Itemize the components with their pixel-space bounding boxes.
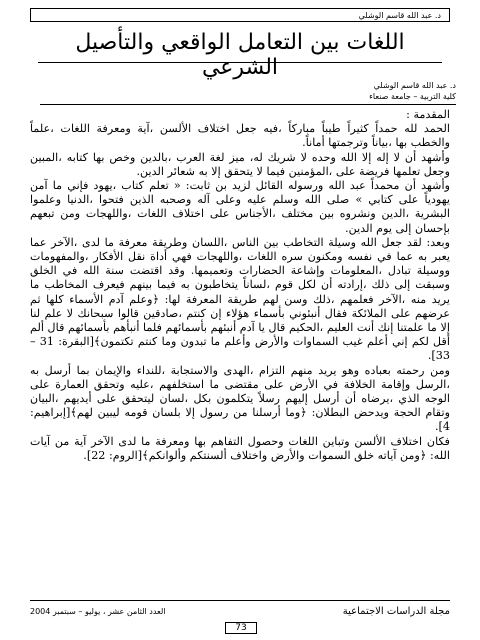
page-number: 73 (225, 622, 257, 634)
paragraph: الحمد لله حمداً كثيراً طيباً مباركاً ،فيه جعل اختلاف الألسن ،آية ومعرفة اللغات ،علماً والخطب بها ،بياناً وترجمتها أماناً. (30, 122, 450, 150)
footer-divider (30, 600, 450, 601)
paragraph: فكان اختلاف الألسن وتباين اللغات وحصول التفاهم بها ومعرفة ما لدى الآخر آية من آيات الله: ﴿ومن آياته خلق السموات والأرض واختلاف ألسنتكم وألوانكم﴾[الروم: 22]. (30, 434, 450, 462)
author-affiliation: كلية التربية – جامعة صنعاء (369, 92, 456, 101)
article-body (30, 108, 450, 596)
paragraph: وأشهد أن لا إله إلا الله وحده لا شريك له، ميز لغة العرب ،بالدين وخص بها كتابه ،المبين وجعل تعلمها فريضة على ،المؤمنين فيما لا يتحقق إلا به شعائر الدين. (30, 150, 450, 178)
byline (40, 80, 456, 102)
byline-divider (40, 104, 456, 105)
running-footer (30, 604, 450, 618)
journal-name: مجلة الدراسات الاجتماعية (342, 605, 450, 617)
intro-heading: المقدمة : (406, 108, 450, 121)
running-header (30, 8, 450, 22)
header-author: د. عبد الله قاسم الوشلي (358, 10, 441, 20)
paragraph: وأشهد أن محمداً عبد الله ورسوله القائل لزيد بن ثابت: « تعلم كتاب ،يهود فإني ما آمن يهودياً على كتابي » صلى الله وسلم عليه وعلى آله وصحبه الذين فتحوا ،الدنيا وعلموا البشرية ،الدين ونشروه بين مختلف ،الأجناس على اختلاف اللغات ،واللهجات ومن تبعهم بإحسان إلى يوم الدين. (30, 179, 450, 235)
paragraph: ومن رحمته بعباده وهو يريد منهم التزام ،الهدى والاستجابة ،للنداء والإيمان بما أرسل به ،الرسل وإقامة الخلافة في الأرض على مقتضى ما استخلفهم ،عليه وتحقق العمارة على الوجه الذي ،يرضاه أن أرسل إليهم رسلاً يتكلمون بكل ،لسان ليتحقق على أيديهم ،البيان وتقام الحجة ويدحض البطلان: ﴿وما أرسلنا من رسول إلا بلسان قومه ليبين لهم﴾[إبراهيم: 4]. (30, 363, 450, 434)
title-divider (38, 62, 442, 63)
paragraph: وبعد: لقد جعل الله وسيلة التخاطب بين الناس ،اللسان وطريقة معرفة ما لدى ،الآخر عما يعبر به عما في نفسه ومكنون سره اللغات ،واللهجات فهي أداة نقل الأفكار ،والمفهومات ووسيلة تبادل ،المعلومات وإشاعة الحضارات وتعميمها. وقد اقتضت سنة الله في الخلق وسبقت إلى ذلك ،إرادته أن لكل قوم ،لساناً يتخاطبون به فيما بينهم فيعرف المخاطب ما يريد منه ،الآخر فعلمهم ،ذلك وسن لهم طريقة المعرفة لها: ﴿وعلم آدم الأسماء كلها ثم عرضهم على الملائكة فقال أنبئوني بأسماء هؤلاء إن كنتم ،صادقين قالوا سبحانك لا علم لنا إلا ما علمتنا إنك أنت العليم ،الحكيم قال يا آدم أنبئهم بأسمائهم فلما أنبأهم بأسمائهم قال ألم أقل لكم إني أعلم غيب السماوات والأرض وأعلم ما تبدون وما كنتم تكتمون﴾[البقرة: 31 – 33]. (30, 235, 450, 363)
author-name: د. عبد الله قاسم الوشلي (373, 81, 456, 90)
issue-info: العدد الثامن عشر ، يوليو – سبتمبر 2004 (30, 606, 166, 616)
article-title: اللغات بين التعامل الواقعي والتأصيل الشرعي (75, 30, 405, 80)
